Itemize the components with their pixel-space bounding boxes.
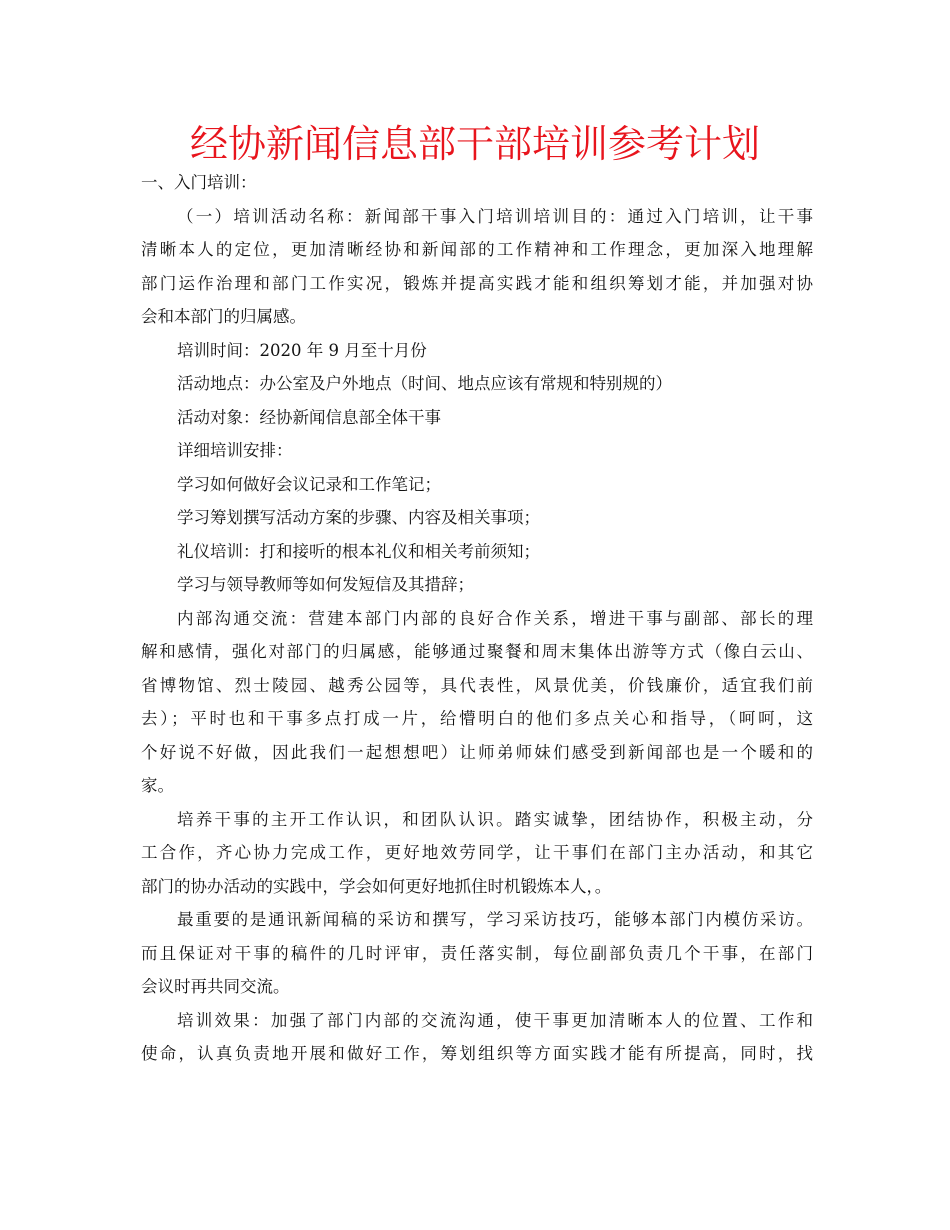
paragraph-9-line-1: 学习与领导教师等如何发短信及其措辞； bbox=[177, 575, 474, 594]
paragraph-6-line-1: 学习如何做好会议记录和工作笔记； bbox=[177, 474, 441, 494]
paragraph-1-line-4: 会和本部门的归属感。 bbox=[141, 307, 306, 326]
paragraph-8-line-1: 礼仪培训：打和接听的根本礼仪和相关考前须知； bbox=[177, 541, 540, 561]
paragraph-13-line-2: 使命，认真负责地开展和做好工作，筹划组织等方面实践才能有所提高，同时，找 bbox=[141, 1044, 813, 1063]
paragraph-13-line-1: 培训效果：加强了部门内部的交流沟通，使干事更加清晰本人的位置、工作和 bbox=[177, 1010, 813, 1030]
paragraph-10-line-3: 省博物馆、烈士陵园、越秀公园等，具代表性，风景优美，价钱廉价，适宜我们前 bbox=[141, 675, 813, 695]
paragraph-12-line-2: 而且保证对干事的稿件的几时评审，责任落实制，每位副部负责几个干事，在部门 bbox=[141, 943, 813, 963]
paragraph-2-line-1: 培训时间：2020 年 9 月至十月份 bbox=[177, 340, 427, 360]
document-body bbox=[141, 166, 813, 1071]
paragraph-1-line-1: （一）培训活动名称：新闻部干事入门培训培训目的：通过入门培训，让干事 bbox=[177, 206, 813, 226]
paragraph-4-line-1: 活动对象：经协新闻信息部全体干事 bbox=[177, 407, 441, 427]
paragraph-3-line-1: 活动地点：办公室及户外地点（时间、地点应该有常规和特别规的） bbox=[177, 374, 672, 393]
paragraph-12-line-1: 最重要的是通讯新闻稿的采访和撰写，学习采访技巧，能够本部门内模仿采访。 bbox=[177, 910, 813, 929]
paragraph-11-line-1: 培养干事的主开工作认识，和团队认识。踏实诚挚，团结协作，积极主动，分 bbox=[177, 809, 813, 829]
paragraph-7-line-1: 学习筹划撰写活动方案的步骤、内容及相关事项； bbox=[177, 508, 540, 527]
document-title: 经协新闻信息部干部培训参考计划 bbox=[189, 122, 760, 166]
section-heading: 一、入门培训： bbox=[141, 173, 257, 192]
paragraph-10-line-6: 家。 bbox=[141, 776, 174, 795]
paragraph-1-line-2: 清晰本人的定位，更加清晰经协和新闻部的工作精神和工作理念，更加深入地理解 bbox=[141, 240, 813, 259]
paragraph-1-line-3: 部门运作治理和部门工作实况，锻炼并提高实践才能和组织筹划才能，并加强对协 bbox=[141, 273, 813, 293]
paragraph-10-line-2: 解和感情，强化对部门的归属感，能够通过聚餐和周末集体出游等方式（像白云山、 bbox=[141, 642, 813, 661]
paragraph-12-line-3: 会议时再共同交流。 bbox=[141, 977, 290, 996]
paragraph-10-line-4: 去）；平时也和干事多点打成一片，给懵明白的他们多点关心和指导，（呵呵，这 bbox=[141, 709, 813, 728]
paragraph-10-line-1: 内部沟通交流：营建本部门内部的良好合作关系，增进干事与副部、部长的理 bbox=[177, 608, 813, 628]
paragraph-11-line-2: 工合作，齐心协力完成工作，更好地效劳同学，让干事们在部门主办活动，和其它 bbox=[141, 843, 813, 862]
paragraph-11-line-3: 部门的协办活动的实践中，学会如何更好地抓住时机锻炼本人，。 bbox=[141, 876, 612, 896]
paragraph-5-line-1: 详细培训安排： bbox=[177, 441, 293, 460]
paragraph-10-line-5: 个好说不好做，因此我们一起想想吧）让师弟师妹们感受到新闻部也是一个暖和的 bbox=[141, 742, 813, 762]
